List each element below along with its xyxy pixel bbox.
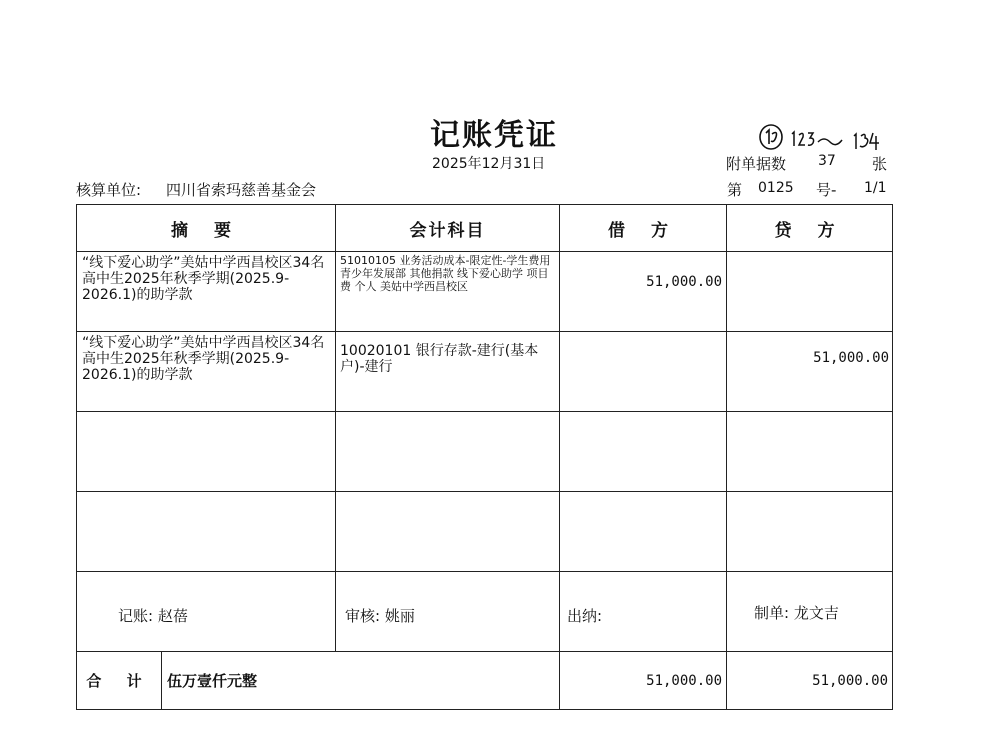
entry-debit (560, 492, 727, 572)
table-row (77, 252, 893, 332)
entry-account: 10020101 银行存款-建行(基本户)-建行 (336, 332, 560, 412)
entry-credit (727, 412, 893, 492)
voucher-number: 0125 (758, 180, 794, 196)
column-header-credit: 贷 方 (727, 205, 893, 252)
total-row (77, 652, 893, 710)
voucher-number-label: 第 (727, 181, 743, 199)
column-header-summary: 摘 要 (77, 205, 336, 252)
table-row (77, 332, 893, 412)
voucher-table (76, 204, 893, 710)
page-indicator: 1/1 (864, 180, 887, 196)
column-header-account: 会计科目 (336, 205, 560, 252)
entry-debit (560, 412, 727, 492)
total-label-cell (77, 652, 560, 710)
voucher-date: 2025年12月31日 (432, 156, 546, 172)
column-header-debit: 借 方 (560, 205, 727, 252)
total-amount-in-words: 伍万壹仟元整 (167, 672, 258, 690)
entry-account (336, 412, 560, 492)
total-debit: 51,000.00 (560, 652, 727, 710)
entry-account (336, 492, 560, 572)
signature-reviewer: 审核: 姚丽 (345, 607, 415, 625)
signature-cashier: 出纳: (567, 607, 603, 625)
voucher-title: 记账凭证 (430, 118, 558, 153)
table-row (77, 412, 893, 492)
voucher-number-suffix: 号- (816, 181, 837, 199)
entry-summary (77, 572, 336, 652)
entry-summary (77, 492, 336, 572)
attachment-label: 附单据数 (726, 155, 787, 173)
entry-debit: 51,000.00 (560, 252, 727, 332)
table-row (77, 492, 893, 572)
attachment-unit: 张 (872, 155, 888, 173)
entry-summary (77, 412, 336, 492)
total-credit: 51,000.00 (727, 652, 893, 710)
entry-credit (727, 492, 893, 572)
entry-credit: 51,000.00 (727, 332, 893, 412)
entry-summary: “线下爱心助学”美姑中学西昌校区34名高中生2025年秋季学期(2025.9-2026.1)的助学款 (77, 332, 336, 412)
entry-debit (560, 332, 727, 412)
entry-summary: “线下爱心助学”美姑中学西昌校区34名高中生2025年秋季学期(2025.9-2026.1)的助学款 (77, 252, 336, 332)
entry-account: 51010105 业务活动成本-限定性-学生费用 青少年发展部 其他捐款 线下爱心助学 项目费 个人 美姑中学西昌校区 (336, 252, 560, 332)
signature-preparer: 制单: 龙文吉 (754, 604, 839, 622)
entry-credit (727, 252, 893, 332)
signature-bookkeeper: 记账: 赵蓓 (118, 607, 188, 625)
attachment-count: 37 (818, 153, 836, 169)
total-label: 合 计 (77, 652, 162, 709)
table-header-row (77, 205, 893, 252)
unit-label: 核算单位: (76, 181, 142, 199)
unit-name: 四川省索玛慈善基金会 (166, 181, 317, 199)
